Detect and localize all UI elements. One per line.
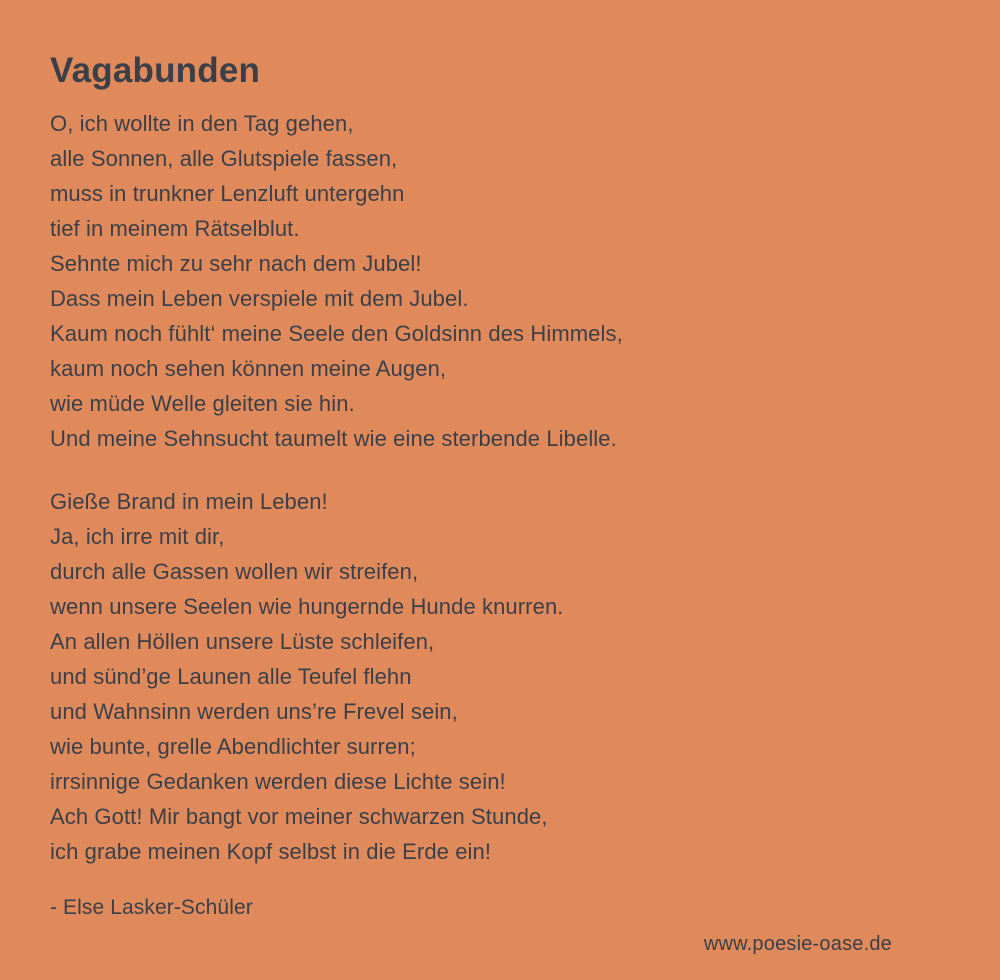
poem-line: Ja, ich irre mit dir, bbox=[50, 524, 225, 549]
poem-line: Ach Gott! Mir bangt vor meiner schwarzen Stunde, bbox=[50, 804, 548, 829]
page-title: Vagabunden bbox=[50, 51, 261, 90]
poem-line: tief in meinem Rätselblut. bbox=[50, 216, 300, 241]
poem-stanza-1 bbox=[50, 106, 950, 456]
poem-line: ich grabe meinen Kopf selbst in die Erde ein! bbox=[50, 839, 492, 864]
site-credit: www.poesie-oase.de bbox=[703, 933, 892, 955]
poem-line: wenn unsere Seelen wie hungernde Hunde knurren. bbox=[50, 594, 564, 619]
poem-line: muss in trunkner Lenzluft untergehn bbox=[50, 181, 405, 206]
poem-author: - Else Lasker-Schüler bbox=[50, 896, 253, 919]
poem-stanza-2 bbox=[50, 484, 950, 869]
poem-line: An allen Höllen unsere Lüste schleifen, bbox=[50, 629, 435, 654]
poem-line: Sehnte mich zu sehr nach dem Jubel! bbox=[50, 251, 422, 276]
poem-line: und sünd’ge Launen alle Teufel flehn bbox=[50, 664, 412, 689]
poem-line: durch alle Gassen wollen wir streifen, bbox=[50, 559, 419, 584]
poem-line: kaum noch sehen können meine Augen, bbox=[50, 356, 447, 381]
poem-line: Gieße Brand in mein Leben! bbox=[50, 489, 328, 514]
poem-line: und Wahnsinn werden uns’re Frevel sein, bbox=[50, 699, 458, 724]
poem-line: Dass mein Leben verspiele mit dem Jubel. bbox=[50, 286, 469, 311]
poem-line: wie bunte, grelle Abendlichter surren; bbox=[50, 734, 416, 759]
poem-line: irrsinnige Gedanken werden diese Lichte sein! bbox=[50, 769, 506, 794]
poem-line: wie müde Welle gleiten sie hin. bbox=[50, 391, 355, 416]
poem-line: Und meine Sehnsucht taumelt wie eine sterbende Libelle. bbox=[50, 426, 617, 451]
poem-line: O, ich wollte in den Tag gehen, bbox=[50, 111, 354, 136]
poem-line: alle Sonnen, alle Glutspiele fassen, bbox=[50, 146, 398, 171]
poem-line: Kaum noch fühlt‘ meine Seele den Goldsinn des Himmels, bbox=[50, 321, 623, 346]
